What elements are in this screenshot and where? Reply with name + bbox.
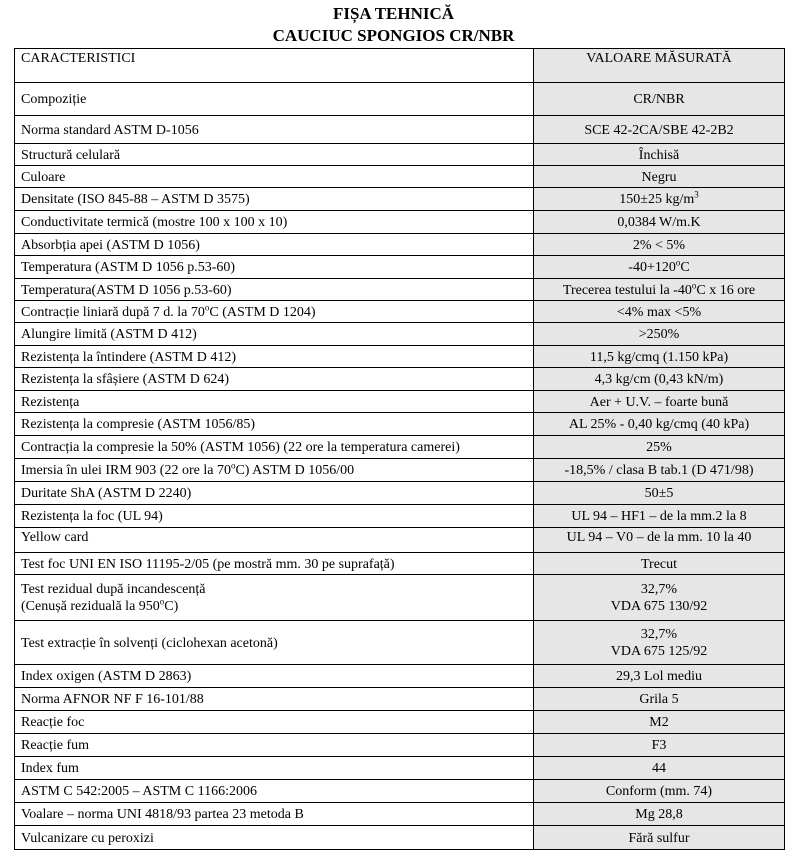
header-characteristics: CARACTERISTICI bbox=[15, 49, 534, 83]
table-row bbox=[15, 780, 785, 803]
document-title: FIȘA TEHNICĂ bbox=[332, 4, 455, 23]
header-measured-value: VALOARE MĂSURATĂ bbox=[534, 49, 785, 83]
row-label: Yellow card bbox=[15, 528, 534, 553]
table-row bbox=[15, 575, 785, 621]
table-row bbox=[15, 323, 785, 346]
row-label: Temperatura(ASTM D 1056 p.53-60) bbox=[15, 279, 534, 301]
row-label: Reacție foc bbox=[15, 711, 534, 734]
row-value: M2 bbox=[534, 711, 785, 734]
row-value: >250% bbox=[534, 323, 785, 346]
table-row bbox=[15, 436, 785, 459]
table-row bbox=[15, 553, 785, 575]
table-row bbox=[15, 301, 785, 323]
row-value: 50±5 bbox=[534, 482, 785, 505]
row-label: Rezistența bbox=[15, 391, 534, 413]
row-label: ASTM C 542:2005 – ASTM C 1166:2006 bbox=[15, 780, 534, 803]
row-label: Temperatura (ASTM D 1056 p.53-60) bbox=[15, 256, 534, 279]
row-value: -18,5% / clasa B tab.1 (D 471/98) bbox=[534, 459, 785, 482]
table-row bbox=[15, 665, 785, 688]
row-value: AL 25% - 0,40 kg/cmq (40 kPa) bbox=[534, 413, 785, 436]
row-label: Absorbția apei (ASTM D 1056) bbox=[15, 234, 534, 256]
table-row bbox=[15, 166, 785, 188]
row-value: Grila 5 bbox=[534, 688, 785, 711]
row-label: Alungire limită (ASTM D 412) bbox=[15, 323, 534, 346]
row-label: Voalare – norma UNI 4818/93 partea 23 metoda B bbox=[15, 803, 534, 826]
row-value: 150±25 $kg/m^3$ bbox=[534, 188, 785, 211]
row-value: 32,7% VDA 675 125/92 bbox=[534, 621, 785, 665]
table-row bbox=[15, 459, 785, 482]
table-row bbox=[15, 188, 785, 211]
table-row bbox=[15, 279, 785, 301]
row-value: Conform (mm. 74) bbox=[534, 780, 785, 803]
table-row bbox=[15, 211, 785, 234]
row-value: Închisă bbox=[534, 144, 785, 166]
row-label: Index oxigen (ASTM D 2863) bbox=[15, 665, 534, 688]
table-row bbox=[15, 413, 785, 436]
row-value: 29,3 Lol mediu bbox=[534, 665, 785, 688]
row-label: Rezistența la compresie (ASTM 1056/85) bbox=[15, 413, 534, 436]
row-value: UL 94 – HF1 – de la mm.2 la 8 bbox=[534, 505, 785, 528]
row-value: Trecut bbox=[534, 553, 785, 575]
table-row bbox=[15, 116, 785, 144]
specifications-table bbox=[14, 48, 785, 850]
table-row bbox=[15, 83, 785, 116]
row-label: Test rezidual după incandescență (Cenușă reziduală la 950$^o$C) bbox=[15, 575, 534, 621]
row-value: SCE 42-2CA/SBE 42-2B2 bbox=[534, 116, 785, 144]
table-row bbox=[15, 368, 785, 391]
row-value: Mg 28,8 bbox=[534, 803, 785, 826]
row-value: <4% max <5% bbox=[534, 301, 785, 323]
table-row bbox=[15, 144, 785, 166]
row-value: 32,7% VDA 675 130/92 bbox=[534, 575, 785, 621]
table-row bbox=[15, 826, 785, 850]
row-value: $-40+120^oC$ bbox=[534, 256, 785, 279]
table-row bbox=[15, 528, 785, 553]
row-label: Compoziție bbox=[15, 83, 534, 116]
table-row bbox=[15, 391, 785, 413]
row-label: Rezistența la foc (UL 94) bbox=[15, 505, 534, 528]
row-value: 44 bbox=[534, 757, 785, 780]
row-label: Culoare bbox=[15, 166, 534, 188]
row-value: Aer + U.V. – foarte bună bbox=[534, 391, 785, 413]
row-value: 2% < 5% bbox=[534, 234, 785, 256]
row-value: CR/NBR bbox=[534, 83, 785, 116]
row-value: 11,5 kg/cmq (1.150 kPa) bbox=[534, 346, 785, 368]
table-row bbox=[15, 711, 785, 734]
row-label: Vulcanizare cu peroxizi bbox=[15, 826, 534, 850]
row-label: Test extracție în solvenți (ciclohexan acetonă) bbox=[15, 621, 534, 665]
row-value: UL 94 – V0 – de la mm. 10 la 40 bbox=[534, 528, 785, 553]
row-value: Fără sulfur bbox=[534, 826, 785, 850]
row-value: F3 bbox=[534, 734, 785, 757]
table-row bbox=[15, 505, 785, 528]
table-row bbox=[15, 734, 785, 757]
table-row bbox=[15, 688, 785, 711]
table-row bbox=[15, 256, 785, 279]
row-label: Contracția la compresie la 50% (ASTM 1056) (22 ore la temperatura camerei) bbox=[15, 436, 534, 459]
row-value: 0,0384 W/m.K bbox=[534, 211, 785, 234]
table-row bbox=[15, 803, 785, 826]
row-label: Rezistența la întindere (ASTM D 412) bbox=[15, 346, 534, 368]
row-label: Test foc UNI EN ISO 11195-2/05 (pe mostră mm. 30 pe suprafață) bbox=[15, 553, 534, 575]
row-value: Negru bbox=[534, 166, 785, 188]
row-label: Norma standard ASTM D-1056 bbox=[15, 116, 534, 144]
table-row bbox=[15, 621, 785, 665]
row-label: Duritate ShA (ASTM D 2240) bbox=[15, 482, 534, 505]
table-row bbox=[15, 482, 785, 505]
document-subtitle: CAUCIUC SPONGIOS CR/NBR bbox=[272, 26, 515, 45]
row-label: Reacție fum bbox=[15, 734, 534, 757]
row-label: Rezistența la sfâșiere (ASTM D 624) bbox=[15, 368, 534, 391]
row-label: Densitate (ISO 845-88 – ASTM D 3575) bbox=[15, 188, 534, 211]
row-label: Conductivitate termică (mostre 100 x 100 x 10) bbox=[15, 211, 534, 234]
row-label: Norma AFNOR NF F 16-101/88 bbox=[15, 688, 534, 711]
row-value: 25% bbox=[534, 436, 785, 459]
row-value: 4,3 kg/cm (0,43 kN/m) bbox=[534, 368, 785, 391]
table-header-row bbox=[15, 49, 785, 83]
row-value: Trecerea testului la -40$^o$C x 16 ore bbox=[534, 279, 785, 301]
row-label: Structură celulară bbox=[15, 144, 534, 166]
row-label: Index fum bbox=[15, 757, 534, 780]
table-row bbox=[15, 234, 785, 256]
row-label: Imersia în ulei IRM 903 (22 ore la 70$^o$C) ASTM D 1056/00 bbox=[15, 459, 534, 482]
row-label: Contracție liniară după 7 d. la 70$^o$C (ASTM D 1204) bbox=[15, 301, 534, 323]
table-row bbox=[15, 346, 785, 368]
table-row bbox=[15, 757, 785, 780]
